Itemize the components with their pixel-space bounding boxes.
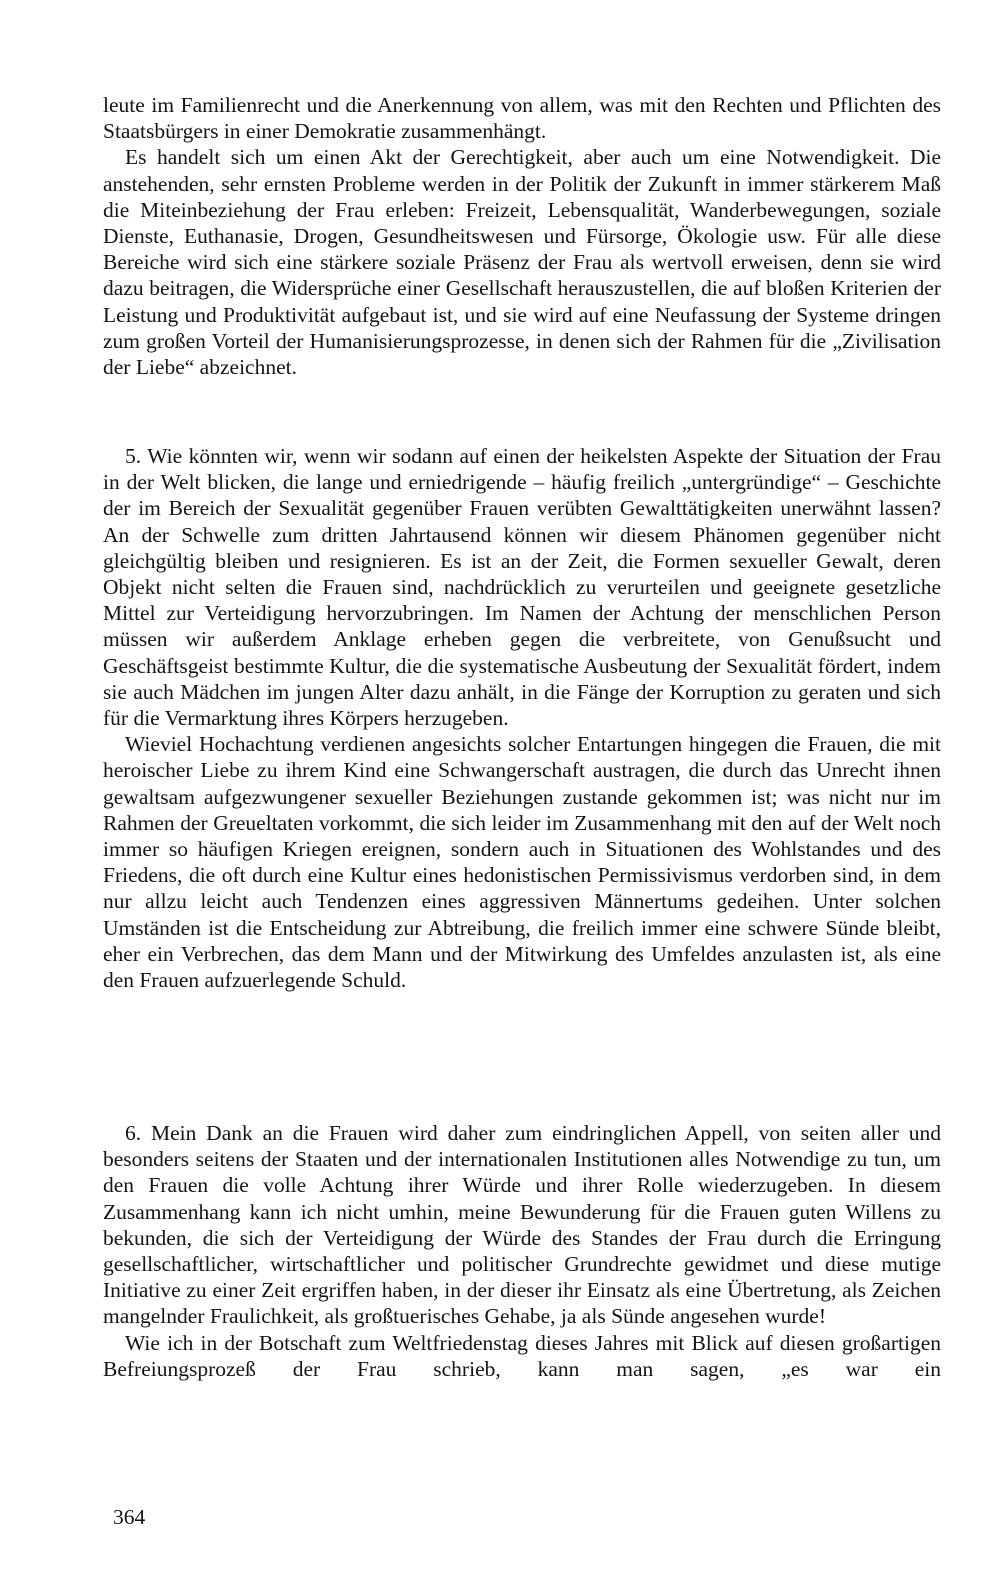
paragraph-section-6: 6. Mein Dank an die Frauen wird daher zum eindringlichen Appell, von seiten aller und besonders seitens der Staaten und der internationalen Institutionen alles Notwendige zu tun, um den Frauen die volle Achtung ihrer Würde und ihrer Rolle wiederzugeben. In diesem Zusammenhang kann ich nicht umhin, meine Bewunderung für die Frauen guten Willens zu bekunden, die sich der Verteidigung der Würde des Standes der Frau durch die Erringung gesellschaftlicher, wirtschaftlicher und politischer Grundrechte gewidmet und diese mutige Initiative zu einer Zeit ergriffen haben, in der dieser ihr Einsatz als eine Übertretung, als Zeichen mangelnder Fraulichkeit, als großtuerisches Gehabe, ja als Sünde angesehen wurde! <box>103 1121 941 1329</box>
paragraph-continuation: leute im Familienrecht und die Anerkennung von allem, was mit den Rechten und Pflichten des Staatsbürgers in einer Demokratie zusammenhängt. <box>103 93 941 144</box>
text-section-1 <box>103 92 941 380</box>
text-section-5 <box>103 443 941 993</box>
page-number: 364 <box>113 1505 146 1529</box>
paragraph-hochachtung: Wieviel Hochachtung verdienen angesichts solcher Entartungen hingegen die Frauen, die mit heroischer Liebe zu ihrem Kind eine Schwangerschaft austragen, die durch das Unrecht ihnen gewaltsam aufgezwungener sexueller Beziehungen zustande gekommen ist; was nicht nur im Rahmen der Greueltaten vorkommt, die sich leider im Zusammenhang mit den auf der Welt noch immer so häufigen Kriegen ereignen, sondern auch in Situationen des Wohlstandes und des Friedens, die oft durch eine Kultur eines hedonistischen Permissivismus verdorben sind, in dem nur allzu leicht auch Tendenzen eines aggressiven Männertums gedeihen. Unter solchen Umständen ist die Entscheidung zur Abtreibung, die freilich immer eine schwere Sünde bleibt, eher ein Verbrechen, das dem Mann und der Mitwirkung des Umfeldes anzulasten ist, als eine den Frauen aufzuerlegende Schuld. <box>103 732 941 993</box>
paragraph-botschaft: Wie ich in der Botschaft zum Weltfriedenstag dieses Jahres mit Blick auf diesen großartigen Befreiungsprozeß der Frau schrieb, kann man sagen, „es war ein <box>103 1330 941 1381</box>
paragraph-section-5: 5. Wie könnten wir, wenn wir sodann auf einen der heikelsten Aspekte der Situation der Frau in der Welt blicken, die lange und erniedrigende – häufig freilich „untergründige“ – Geschichte der im Bereich der Sexualität gegenüber Frauen verübten Gewalttätigkeiten unerwähnt lassen? An der Schwelle zum dritten Jahrtausend können wir diesem Phänomen gegenüber nicht gleichgültig bleiben und resignieren. Es ist an der Zeit, die Formen sexueller Gewalt, deren Objekt nicht selten die Frauen sind, nachdrücklich zu verurteilen und geeignete gesetzliche Mittel zur Verteidigung hervorzubringen. Im Namen der Achtung der menschlichen Person müssen wir außerdem Anklage erheben gegen die verbreitete, von Genußsucht und Geschäftsgeist bestimmte Kultur, die die systematische Ausbeutung der Sexualität fördert, indem sie auch Mädchen im jungen Alter dazu anhält, in die Fänge der Korruption zu geraten und sich für die Vermarktung ihres Körpers herzugeben. <box>103 444 941 731</box>
paragraph-notwendigkeit: Es handelt sich um einen Akt der Gerechtigkeit, aber auch um eine Notwendigkeit. Die anstehenden, sehr ernsten Probleme werden in der Politik der Zukunft in immer stärkerem Maß die Miteinbeziehung der Frau erleben: Freizeit, Lebensqualität, Wanderbewegungen, soziale Dienste, Euthanasie, Drogen, Gesundheitswesen und Fürsorge, Ökologie usw. Für alle diese Bereiche wird sich eine stärkere soziale Präsenz der Frau als wertvoll erweisen, denn sie wird dazu beitragen, die Widersprüche einer Gesellschaft herauszustellen, die auf bloßen Kriterien der Leistung und Produktivität aufgebaut ist, und sie wird auf eine Neufassung der Systeme dringen zum großen Vorteil der Humanisierungsprozesse, in denen sich der Rahmen für die „Zivilisation der Liebe“ abzeichnet. <box>103 145 941 380</box>
text-section-6 <box>103 1120 941 1382</box>
